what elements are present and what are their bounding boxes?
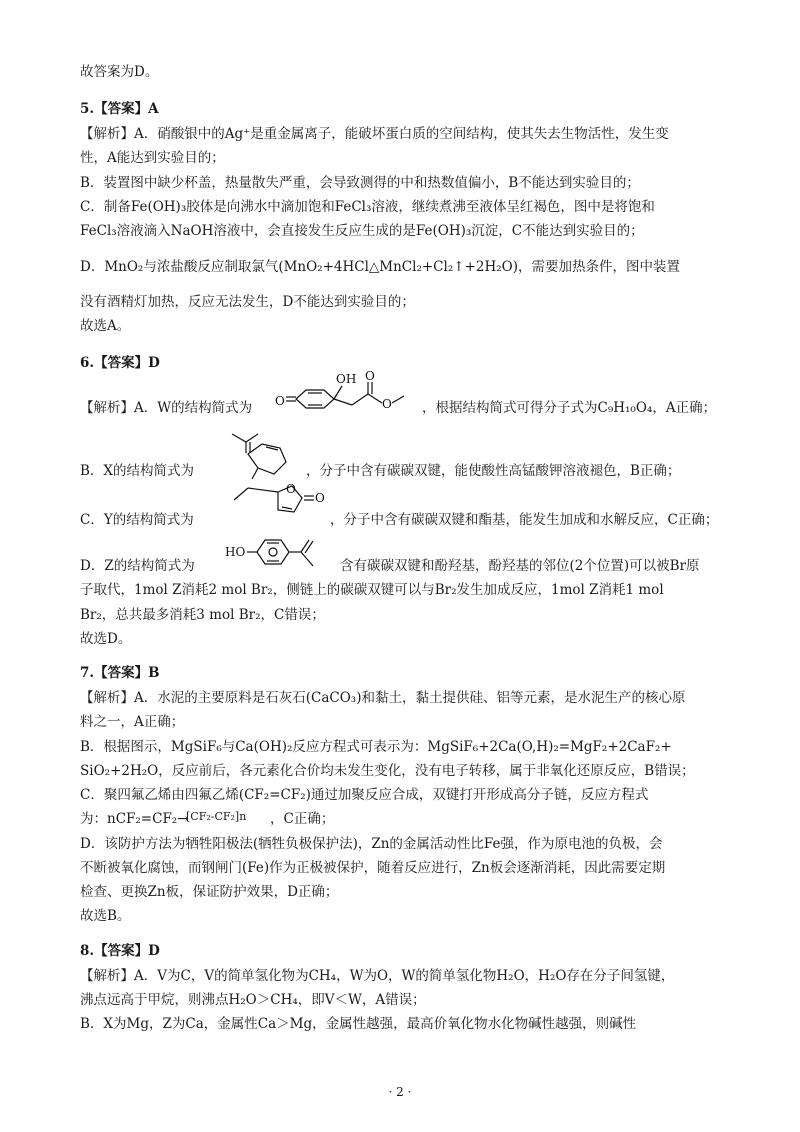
q6-analysis-b-suffix: ，分子中含有碳碳双键，能使酸性高锰酸钾溶液褪色，B正确； — [306, 463, 681, 479]
q8-analysis-a-line1: 【解析】A．V为C，V的简单氢化物为CH₄，W为O，W的简单氢化物H₂O，H₂O存在分子间氢键， — [80, 968, 675, 984]
structure-y-ring-o-label: O — [286, 482, 296, 496]
structure-y-image — [230, 478, 330, 530]
q6-analysis-d-prefix: D．Z的结构简式为 — [80, 558, 195, 574]
structure-w-image — [272, 370, 422, 425]
q6-heading: 6.【答案】D — [80, 355, 160, 371]
structure-w-oxo-label: O — [275, 394, 285, 408]
q8-analysis-a-line2: 沸点远高于甲烷，则沸点H₂O＞CH₄，即V＜W，A错误； — [80, 992, 426, 1008]
structure-w-carbonyl-label: O — [365, 370, 375, 383]
q7-analysis-c-line2-prefix: 为：nCF₂=CF₂→ — [80, 811, 189, 827]
q7-analysis-d-line1: D．该防护方法为牺牲阳极法(牺牲负极保护法)，Zn的金属活动性比Fe强，作为原电池的负极，会 — [80, 836, 663, 852]
q6-analysis-c-prefix: C．Y的结构简式为 — [80, 512, 194, 528]
q6-analysis-a-suffix: ，根据结构简式可得分子式为C₉H₁₀O₄，A正确； — [422, 400, 717, 416]
structure-y-carbonyl-label: O — [315, 491, 325, 505]
q7-analysis-a-line1: 【解析】A．水泥的主要原料是石灰石(CaCO₃)和黏土，黏土提供硅、铝等元素，是水泥生产的核心原 — [80, 690, 686, 706]
q5-analysis-b: B．装置图中缺少杯盖，热量散失严重，会导致测得的中和热数值偏小，B不能达到实验目的； — [80, 175, 640, 191]
structure-z-image — [225, 528, 337, 576]
q7-analysis-d-line2: 不断被氧化腐蚀，而钢闸门(Fe)作为正极被保护，随着反应进行，Zn板会逐渐消耗，因此需要定期 — [80, 860, 666, 876]
q5-analysis-d-line2: 没有酒精灯加热，反应无法发生，D不能达到实验目的； — [80, 294, 415, 310]
q5-analysis-d-line1: D．MnO₂与浓盐酸反应制取氯气(MnO₂+4HCl△MnCl₂+Cl₂↑+2H₂O)，需要加热条件，图中装置 — [80, 259, 680, 275]
q6-analysis-d-suffix: 含有碳碳双键和酚羟基，酚羟基的邻位(2个位置)可以被Br原 — [340, 558, 700, 574]
q6-analysis-d-line3: Br₂，总共最多消耗3 mol Br₂，C错误； — [80, 607, 325, 623]
q7-analysis-b-line1: B．根据图示，MgSiF₆与Ca(OH)₂反应方程式可表示为：MgSiF₆+2Ca(O,H)₂=MgF₂+2CaF₂+ — [80, 739, 672, 755]
q7-heading: 7.【答案】B — [80, 665, 160, 681]
q6-analysis-c-suffix: ，分子中含有碳碳双键和酯基，能发生加成和水解反应，C正确； — [330, 512, 719, 528]
q6-analysis-d-line2: 子取代，1mol Z消耗2 mol Br₂，侧链上的碳碳双键可以与Br₂发生加成反应，1mol Z消耗1 mol — [80, 582, 664, 598]
q5-analysis-a-line2: 性，A能达到实验目的； — [80, 150, 225, 166]
structure-w-ester-o-label: O — [382, 397, 392, 411]
q5-analysis-c-line1: C．制备Fe(OH)₃胶体是向沸水中滴加饱和FeCl₃溶液，继续煮沸至液体呈红褐色，图中是将饱和 — [80, 199, 655, 215]
q6-analysis-b-prefix: B．X的结构简式为 — [80, 463, 195, 479]
q7-analysis-c-line2-suffix: ，C正确； — [270, 811, 335, 827]
q7-analysis-c-line1: C．聚四氟乙烯由四氟乙烯(CF₂=CF₂)通过加聚反应合成，双键打开形成高分子链，反应方程式 — [80, 787, 649, 803]
q5-analysis-c-line2: FeCl₃溶液滴入NaOH溶液中，会直接发生反应生成的是Fe(OH)₃沉淀，C不能达到实验目的； — [80, 223, 644, 239]
q7-analysis-a-line2: 料之一，A正确； — [80, 714, 185, 730]
q6-analysis-a-prefix: 【解析】A．W的结构简式为 — [80, 400, 253, 416]
q5-conclusion: 故选A。 — [80, 318, 131, 334]
q8-analysis-b-line1: B．X为Mg，Z为Ca，金属性Ca＞Mg，金属性越强，最高价氧化物水化物碱性越强，则碱性 — [80, 1016, 637, 1032]
q8-heading: 8.【答案】D — [80, 943, 160, 959]
q7-analysis-b-line2: SiO₂+2H₂O，反应前后，各元素化合价均未发生变化，没有电子转移，属于非氧化还原反应，B错误； — [80, 763, 695, 779]
prev-answer-tail: 故答案为D。 — [80, 64, 159, 80]
page-number: · 2 · — [388, 1085, 412, 1099]
structure-z-hydroxyl-label: HO — [225, 545, 246, 559]
q7-conclusion: 故选B。 — [80, 908, 131, 924]
q5-heading: 5.【答案】A — [80, 101, 159, 117]
q5-analysis-a-line1: 【解析】A．硝酸银中的Ag⁺是重金属离子，能破坏蛋白质的空间结构，使其失去生物活性，发生变 — [80, 126, 669, 142]
polymer-formula: [CF₂-CF₂]n — [186, 810, 247, 823]
structure-x-image — [228, 424, 308, 482]
structure-w-hydroxyl-label: OH — [336, 372, 357, 386]
q7-analysis-d-line3: 检查、更换Zn板，保证防护效果，D正确； — [80, 884, 339, 900]
q6-conclusion: 故选D。 — [80, 631, 132, 647]
